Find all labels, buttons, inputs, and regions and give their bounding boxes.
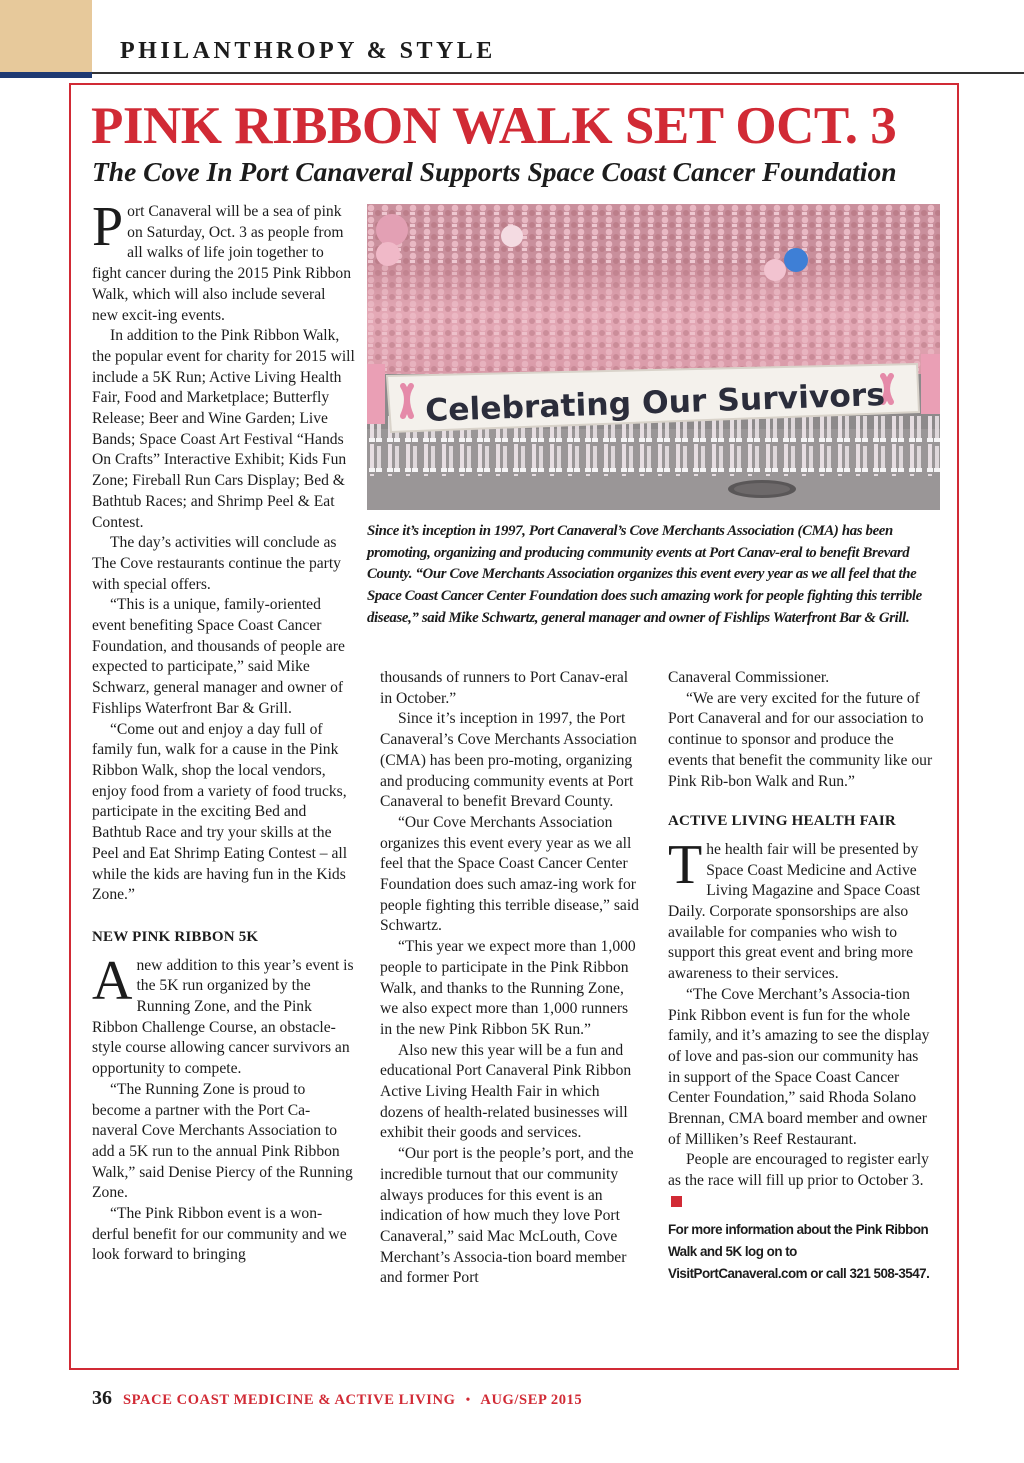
subhead-new-5k: NEW PINK RIBBON 5K: [92, 928, 259, 945]
body-paragraph: Anew addition to this year’s event is the 5K run organized by the Running Zone, and the Pink Ribbon Challenge Course, an obstacle-style course allowing cancer survivors an opportunity to compete.: [92, 949, 354, 1078]
body-paragraph: Canaveral Commissioner.: [668, 669, 830, 686]
body-paragraph: “The Pink Ribbon event is a won-derful benefit for our community and we look forward to bringing: [92, 1205, 347, 1264]
publication-name: SPACE COAST MEDICINE & ACTIVE LIVING: [123, 1392, 456, 1408]
corner-tan-block: [0, 0, 92, 72]
body-paragraph: “Our port is the people’s port, and the incredible turnout that our community always produces for this event is an indication of how much they love Port Canaveral,” said Mac McLouth, Cove Merchant’s Associa-tion board member and former Port: [380, 1145, 634, 1287]
body-paragraph: “We are very excited for the future of Port Canaveral and for our association to continue to sponsor and produce the events that benefit the community like our Pink Rib-bon Walk and Run.”: [668, 689, 933, 790]
issue-date: AUG/SEP 2015: [480, 1392, 583, 1408]
body-paragraph: “This year we expect more than 1,000 people to participate in the Pink Ribbon Walk, and thanks to the Running Zone, we also expect more than 1,000 runners in the new Pink Ribbon 5K Run.”: [380, 938, 636, 1038]
dropcap: T: [668, 833, 703, 896]
footer-separator: •: [465, 1393, 471, 1408]
body-paragraph: Port Canaveral will be a sea of pink on Saturday, Oct. 3 as people from all walks of life join together to fight cancer during the 2015 Pink Ribbon Walk, which will also include several new excit-ing events.: [92, 196, 351, 324]
more-info-note: For more information about the Pink Ribbon Walk and 5K log on to VisitPortCanaveral.com or call 321 508-3547.: [668, 1221, 930, 1281]
article-column-2: [380, 668, 644, 1289]
body-paragraph: “The Cove Merchant’s Associa-tion Pink Ribbon event is fun for the whole family, and it’s amazing to see the display of love and pas-sion our community has in support of the Space Coast Cancer Center Foundation,” said Rhoda Solano Brennan, CMA board member and owner of Milliken’s Reef Restaurant.: [668, 985, 930, 1148]
body-paragraph: thousands of runners to Port Canav-eral in October.”: [380, 669, 629, 707]
body-paragraph: “Our Cove Merchants Association organizes this event every year as we all feel that the Space Coast Cancer Center Foundation does such amaz-ing work for people fighting this terrible disease,” said Schwartz.: [380, 813, 639, 935]
end-mark-square: [671, 1196, 682, 1207]
body-paragraph: People are encouraged to register early as the race will fill up prior to October 3.: [668, 1150, 934, 1212]
dropcap: A: [92, 949, 133, 1012]
body-paragraph: “The Running Zone is proud to become a partner with the Port Ca-naveral Cove Merchants Association to add a 5K run to the annual Pink Ribbon Walk,” said Denise Piercy of the Running Zone.: [92, 1080, 353, 1202]
subhead-health-fair: ACTIVE LIVING HEALTH FAIR: [668, 813, 896, 830]
dropcap: P: [92, 196, 124, 258]
section-label: PHILANTHROPY & STYLE: [120, 38, 496, 64]
article-column-3: [668, 668, 934, 1285]
deck-subtitle: The Cove In Port Canaveral Supports Space Coast Cancer Foundation: [92, 156, 897, 187]
body-paragraph: The health fair will be presented by Space Coast Medicine and Active Living Magazine and Space Coast Daily. Corporate sponsorships are also available for companies who wish to support this great event and bring more awareness to their services.: [668, 833, 921, 983]
photo-banner-text: Celebrating Our Survivors: [424, 377, 881, 430]
body-paragraph: “This is a unique, family-oriented event benefiting Space Coast Cancer Foundation, and thousands of people are expected to participate,” said Mike Schwarz, general manager and owner of Fishlips Waterfront Bar & Grill.: [92, 596, 345, 717]
headline: PINK RIBBON WALK SET OCT. 3: [91, 97, 897, 155]
article-photo: [367, 204, 940, 510]
page-number: 36: [92, 1387, 112, 1409]
section-rule: [92, 72, 1024, 74]
body-paragraph: The day’s activities will conclude as The Cove restaurants continue the party with special offers.: [92, 534, 341, 593]
page-footer: [92, 1387, 582, 1410]
body-paragraph: Also new this year will be a fun and educational Port Canaveral Pink Ribbon Active Living Health Fair in which dozens of health-related businesses will exhibit their goods and services.: [380, 1041, 632, 1142]
body-paragraph: Since it’s inception in 1997, the Port Canaveral’s Cove Merchants Association (CMA) has been pro-moting, organizing and producing community events at Port Canaveral to benefit Brevard County.: [380, 710, 637, 811]
body-paragraph: “Come out and enjoy a day full of family fun, walk for a cause in the Pink Ribbon Walk, shop the local vendors, enjoy food from a variety of food trucks, participate in the exciting Bed and Bathtub Race and try your skills at the Peel and Eat Shrimp Eating Contest – all while the kids are having fun in the Kids Zone.”: [92, 720, 348, 904]
article-column-1: [92, 196, 355, 1266]
photo-caption: Since it’s inception in 1997, Port Canaveral’s Cove Merchants Association (CMA) has been promoting, organizing and producing community events at Port Canav-eral to benefit Brevard County. “Our Cove Merchants Association organizes this event every year as we all feel that the Space Coast Cancer Center Foundation does such amazing work for people fighting this terrible disease,” said Mike Schwartz, general manager and owner of Fishlips Waterfront Bar & Grill.: [367, 523, 922, 626]
body-paragraph: In addition to the Pink Ribbon Walk, the popular event for charity for 2015 will include a 5K Run; Active Living Health Fair, Food and Marketplace; Butterfly Release; Beer and Wine Garden; Live Bands; Space Coast Art Festival “Hands On Crafts” Interactive Exhibit; Kids Fun Zone; Fireball Run Cars Display; Bed & Bathtub Races; and Shrimp Peel & Eat Contest.: [92, 327, 355, 531]
corner-navy-bar: [0, 72, 92, 78]
